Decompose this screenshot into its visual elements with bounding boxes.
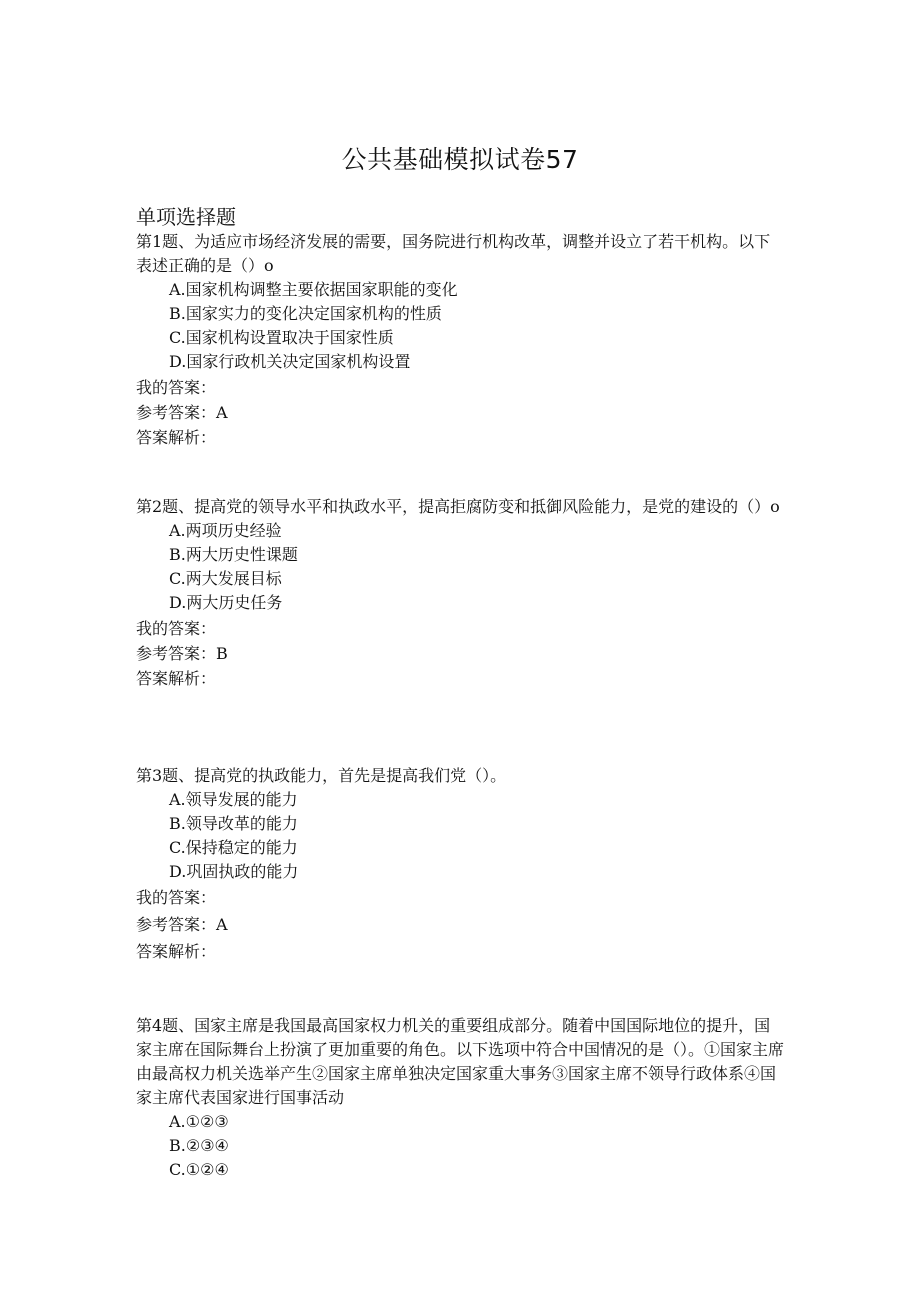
reference-answer-value: A <box>216 915 228 934</box>
analysis-label: 答案解析： <box>136 428 217 447</box>
section-heading: 单项选择题 <box>136 205 236 229</box>
option-c: C.①②④ <box>169 1160 229 1179</box>
my-answer-row <box>136 617 786 641</box>
option-b: B.国家实力的变化决定国家机构的性质 <box>169 304 442 323</box>
option-list <box>136 1110 786 1182</box>
option-list <box>136 519 786 615</box>
my-answer-row <box>136 376 786 400</box>
option-c: C.两大发展目标 <box>169 569 282 588</box>
question-stem: 第1题、为适应市场经济发展的需要，国务院进行机构改革，调整并设立了若干机构。以下表述正确的是（）o <box>136 232 771 275</box>
my-answer-label: 我的答案： <box>136 888 217 907</box>
question-stem: 第4题、国家主席是我国最高国家权力机关的重要组成部分。随着中国国际地位的提升，国家主席在国际舞台上扮演了更加重要的角色。以下选项中符合中国情况的是（）。①国家主席由最高权力机关选举产生②国家主席单独决定国家重大事务③国家主席不领导行政体系④国家主席代表国家进行国事活动 <box>136 1016 785 1107</box>
analysis-row <box>136 939 786 965</box>
option-d: D.巩固执政的能力 <box>169 862 299 881</box>
my-answer-label: 我的答案： <box>136 378 217 397</box>
my-answer-row <box>136 885 786 911</box>
option-c: C.保持稳定的能力 <box>169 838 298 857</box>
option-b: B.领导改革的能力 <box>169 814 298 833</box>
option-b: B.两大历史性课题 <box>169 545 298 564</box>
reference-answer-label: 参考答案： <box>136 644 217 663</box>
question-1 <box>136 230 786 450</box>
analysis-row <box>136 667 786 691</box>
option-list <box>136 788 786 884</box>
option-list <box>136 278 786 374</box>
answer-block <box>136 376 786 450</box>
analysis-label: 答案解析： <box>136 669 217 688</box>
option-c: C.国家机构设置取决于国家性质 <box>169 328 394 347</box>
question-stem: 第3题、提高党的执政能力，首先是提高我们党（）。 <box>136 766 507 785</box>
my-answer-label: 我的答案： <box>136 619 217 638</box>
option-a: A.领导发展的能力 <box>169 790 298 809</box>
exam-title: 公共基础模拟试卷57 <box>341 145 579 174</box>
answer-block <box>136 885 786 965</box>
reference-answer-value: B <box>216 644 228 663</box>
analysis-row <box>136 426 786 450</box>
reference-answer-row <box>136 642 786 666</box>
option-b: B.②③④ <box>169 1136 229 1155</box>
analysis-label: 答案解析： <box>136 942 217 961</box>
option-a: A.①②③ <box>169 1112 229 1131</box>
reference-answer-value: A <box>216 403 228 422</box>
answer-block <box>136 617 786 691</box>
question-2 <box>136 495 786 691</box>
option-d: D.两大历史任务 <box>169 593 283 612</box>
option-a: A.两项历史经验 <box>169 521 282 540</box>
option-a: A.国家机构调整主要依据国家职能的变化 <box>169 280 458 299</box>
reference-answer-label: 参考答案： <box>136 403 217 422</box>
question-4 <box>136 1014 786 1182</box>
reference-answer-row <box>136 401 786 425</box>
question-stem: 第2题、提高党的领导水平和执政水平，提高拒腐防变和抵御风险能力，是党的建设的（）o <box>136 497 780 516</box>
reference-answer-label: 参考答案： <box>136 915 217 934</box>
question-3 <box>136 764 786 965</box>
option-d: D.国家行政机关决定国家机构设置 <box>169 352 411 371</box>
reference-answer-row <box>136 912 786 938</box>
